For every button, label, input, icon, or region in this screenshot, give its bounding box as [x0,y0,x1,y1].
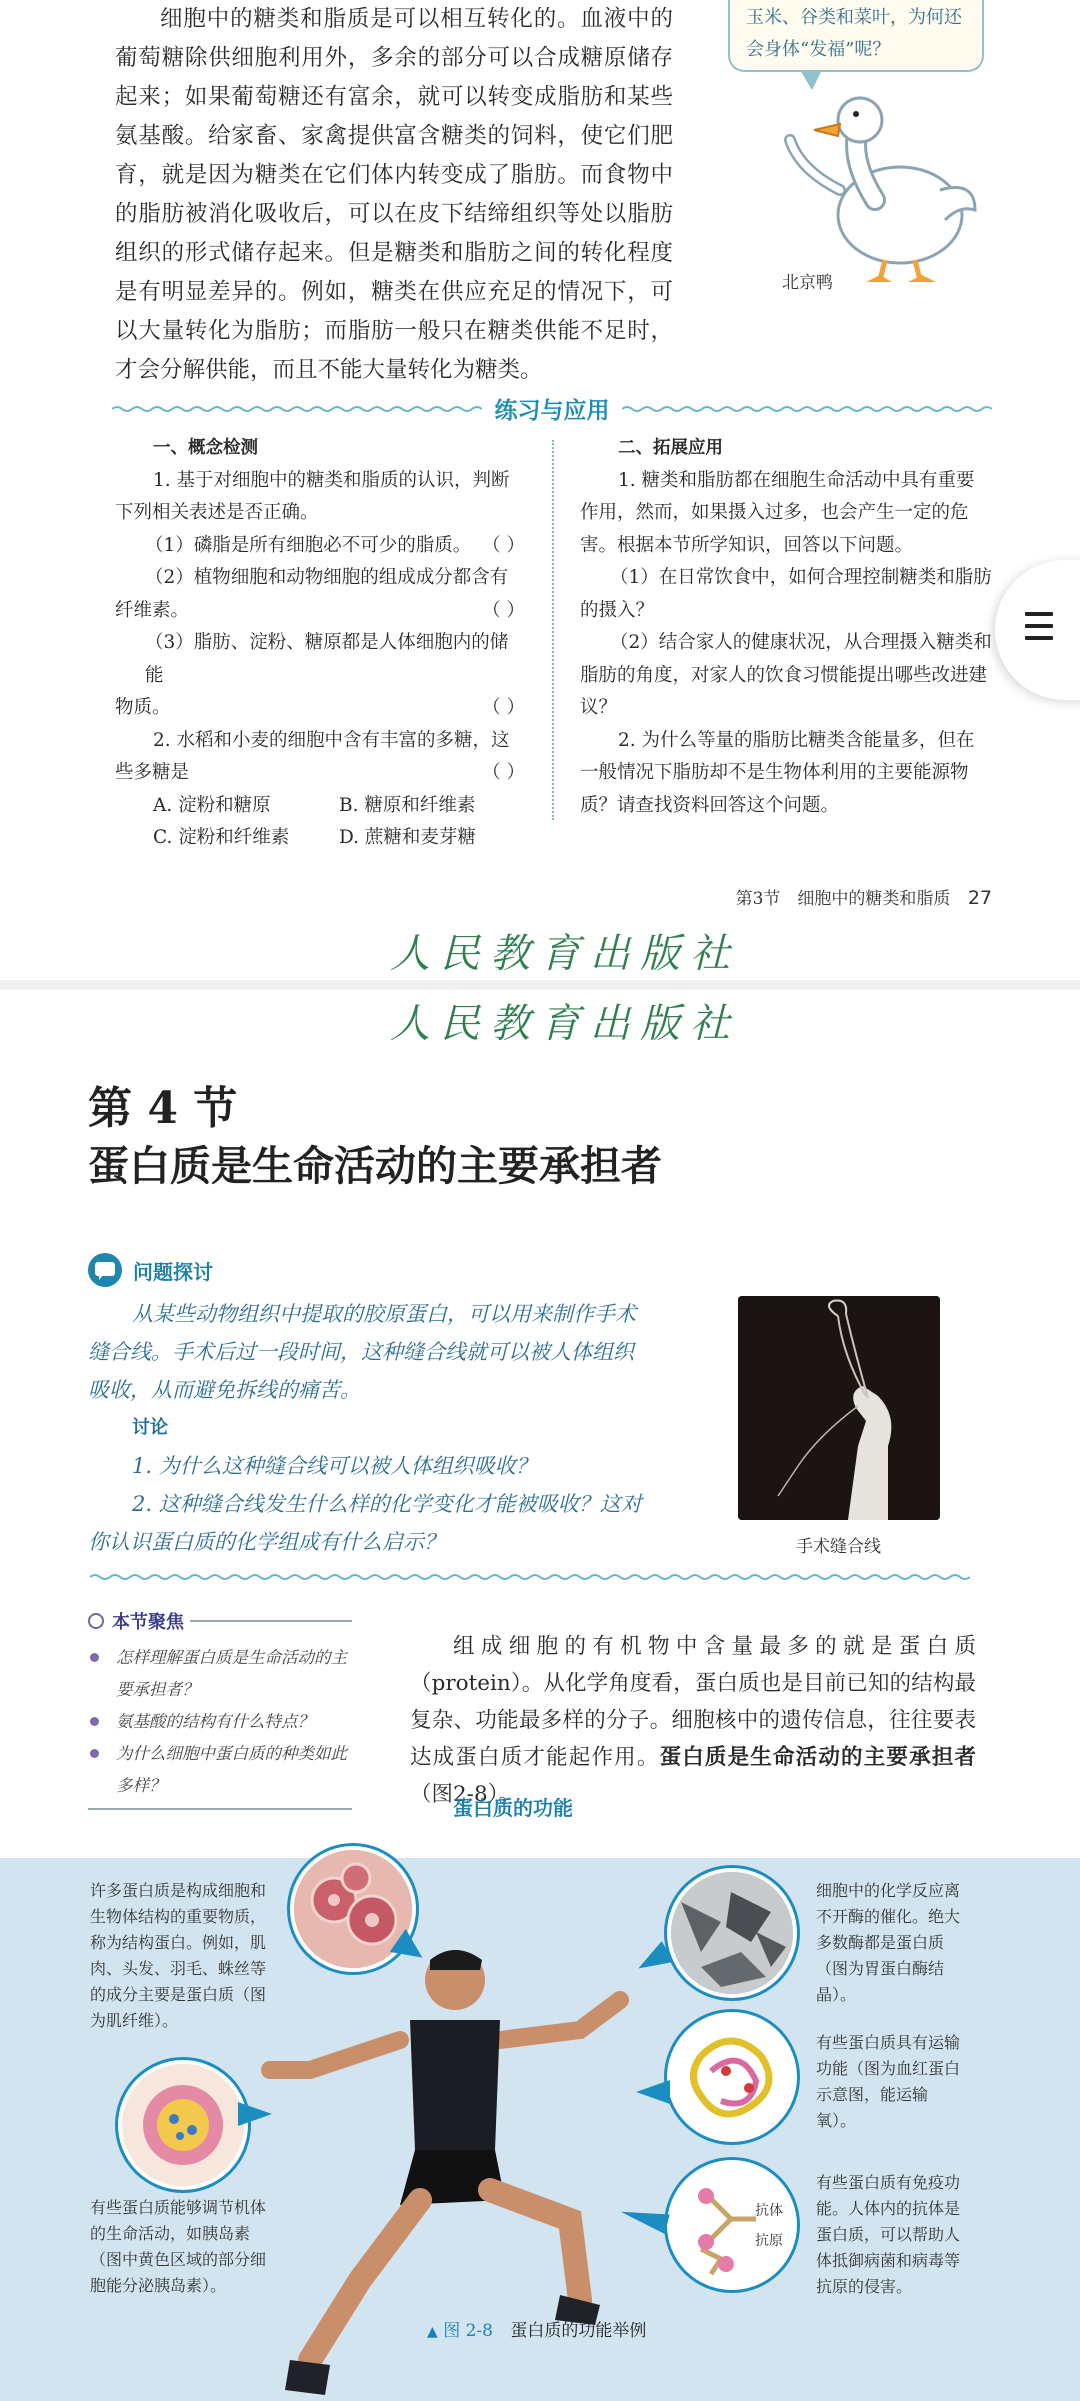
exercise-title: 练习与应用 [494,398,610,424]
section-title: 蛋白质是生命活动的主要承担者 [88,1142,662,1190]
footer-section: 第3节 细胞中的糖类和脂质 [735,889,951,909]
regulatory-protein-text: 有些蛋白质能够调节机体的生命活动，如胰岛素（图中黄色区域的部分细胞能分泌胰岛素）。 [90,2198,267,2295]
publisher-logo: 人民教育出版社 [390,1001,740,1047]
extension-question-1: 1. 糖类和脂肪都在细胞生命活动中具有重要作用，然而，如果摄入过多，也会产生一定的危害。根据本节所学知识，回答以下问题。 [580,469,975,556]
publisher-logo: 人民教育出版社 [390,931,740,977]
immune-protein-text: 有些蛋白质有免疫功能。人体内的抗体是蛋白质，可以帮助人体抵御病菌和病毒等抗原的侵害。 [816,2173,961,2296]
page-footer [736,884,992,909]
bubble-tail [238,2102,272,2126]
speech-bubble: 玉米、谷类和菜叶，为何还会身体“发福”呢？ [728,0,984,72]
antibody-antigen-image [671,2164,793,2286]
catalysis-protein-text: 细胞中的化学反应离不开酶的催化。绝大多数酶都是蛋白质（图为胃蛋白酶结晶）。 [816,1881,961,2004]
transport-protein-text: 有些蛋白质具有运输功能（图为血红蛋白示意图，能运输氧）。 [816,2033,961,2130]
section-number: 第 4 节 [88,1083,238,1134]
options-row-2 [115,822,525,855]
inquiry-text: 从某些动物组织中提取的胶原蛋白，可以用来制作手术缝合线。手术后过一段时间，这种缝合线就可以被人体组织吸收，从而避免拆线的痛苦。 [88,1302,636,1402]
main-paragraph: 组成细胞的有机物中含量最多的就是蛋白质（protein）。从化学角度看，蛋白质也是目前已知的结构最复杂、功能最多样的分子。细胞核中的遗传信息，往往要表达成蛋白质才能起作用。蛋白质是生命活动的主要承担者（图2-8）。 [410,1634,976,1807]
photo-caption: 手术缝合线 [796,1537,881,1557]
enzyme-crystal-bubble [667,1868,797,1998]
discussion-question-1: 1. 为什么这种缝合线可以被人体组织吸收？ [132,1454,537,1478]
focus-item: 怎样理解蛋白质是生命活动的主要承担者？ [88,1642,352,1706]
concept-question-1: 1. 基于对细胞中的糖类和脂质的认识，判断下列相关表述是否正确。 [115,469,510,523]
discussion-label: 讨论 [132,1417,168,1438]
extension-item-1-2: （2）结合家人的健康状况，从合理摄入糖类和脂肪的角度，对家人的饮食习惯能提出哪些改进建议？ [580,632,992,718]
bubble-tail [636,2080,670,2104]
insulin-cells-image [122,2064,244,2186]
focus-item: 为什么细胞中蛋白质的种类如此多样？ [88,1738,352,1802]
textbook-page-28 [0,990,1080,2401]
concept-item-1-2: （2）植物细胞和动物细胞的组成成分都含有 [145,567,509,588]
pepsin-crystal-image [671,1872,793,1994]
column-divider [552,440,554,820]
hamburger-icon[interactable] [1025,612,1053,648]
focus-header [88,1608,352,1634]
body-paragraph: 细胞中的糖类和脂质是可以相互转化的。血液中的葡萄糖除供细胞利用外，多余的部分可以合成糖原储存起来；如果葡萄糖还有富余，就可以转变成脂肪和某些氨基酸。给家畜、家禽提供富含糖类的饲料，使它们肥育，就是因为糖类在它们体内转变成了脂肪。而食物中的脂肪被消化吸收后，可以在皮下结缔组织等处以脂肪组织的形式储存起来。但是糖类和脂肪之间的转化程度是有明显差异的。例如，糖类在供应充足的情况下，可以大量转化为脂肪；而脂肪一般只在糖类供能不足时，才会分解供能，而且不能大量转化为糖类。 [115,6,673,383]
inquiry-block [88,1295,644,1561]
wave-divider [90,1573,970,1581]
concept-item-1-1: （1）磷脂是所有细胞必不可少的脂质。 （ ） [115,530,525,563]
exercise-header [112,390,992,430]
duck-caption: 北京鸭 [782,273,833,293]
options-row-1 [115,790,525,823]
key-statement: 蛋白质是生命活动的主要承担者 [659,1745,976,1770]
structural-protein-text: 许多蛋白质是构成细胞和生物体结构的重要物质，称为结构蛋白。例如，肌肉、头发、羽毛、蛛丝等的成分主要是蛋白质（图为肌纤维）。 [90,1881,267,2030]
wave-divider-right [622,405,992,413]
option-c: C. 淀粉和纤维素 [153,827,290,848]
discussion-question-2: 2. 这种缝合线发生什么样的化学变化才能被吸收？这对你认识蛋白质的化学组成有什么启示？ [88,1492,642,1554]
hemoglobin-image [671,2016,793,2138]
figure-caption-text: 蛋白质的功能举例 [510,2321,647,2341]
suture-photo [738,1296,940,1520]
chat-bubble-icon [88,1253,122,1287]
focus-list [88,1642,352,1802]
answer-bracket: （ ） [482,599,525,621]
hemoglobin-bubble [667,2012,797,2142]
answer-bracket: （ ） [482,697,525,718]
subheading-protein-functions: 蛋白质的功能 [453,1796,573,1820]
antibody-bubble [667,2160,797,2290]
textbook-page-27 [0,0,1080,980]
option-b: B. 糖原和纤维素 [339,794,476,816]
extension-column [580,432,992,822]
concept-check-heading: 一、概念检测 [153,438,258,458]
triangle-marker-icon: ▲ [427,2324,438,2340]
insulin-cells-bubble [118,2060,248,2190]
option-a: A. 淀粉和糖原 [153,794,271,816]
figure-label: 图 2-8 [443,2321,493,2341]
section-focus-box [88,1608,352,1810]
concept-item-1-3: （3）脂肪、淀粉、糖原都是人体细胞内的储能 [145,632,509,686]
inquiry-title: 问题探讨 [133,1260,213,1284]
focus-title: 本节聚焦 [112,1612,184,1633]
extension-heading: 二、拓展应用 [618,438,723,458]
target-icon [88,1613,104,1629]
extension-question-2: 2. 为什么等量的脂肪比糖类含能量多，但在一般情况下脂肪却不是生物体利用的主要能源物质？请查找资料回答这个问题。 [580,729,975,816]
extension-item-1-1: （1）在日常饮食中，如何合理控制糖类和脂肪的摄入？ [580,567,992,621]
figure-caption [427,2316,646,2341]
duck-illustration [780,80,980,290]
concept-check-column: 一、概念检测 1. 基于对细胞中的糖类和脂质的认识，判断下列相关表述是否正确。 （1）磷脂是所有细胞必不可少的脂质。 （ ） （2）植物细胞和动物细胞的组成成分都含有 纤维素。 （ ） （3）脂肪、淀粉、糖原都是人体细胞内的储能 物质。 （ ） 2. 水稻和小麦的细胞中含有丰富的多糖，这 些多糖是 （ ） A. 淀粉和糖原 B. 糖原和纤维素 C. 淀粉和纤维素 D. 蔗糖和麦芽糖 [115,432,525,855]
page-number: 27 [967,887,992,909]
answer-bracket: （ ） [482,534,525,556]
answer-bracket: （ ） [482,762,525,783]
antibody-label: 抗体 [755,2203,783,2219]
concept-question-2: 2. 水稻和小麦的细胞中含有丰富的多糖，这 [153,729,510,751]
focus-item: 氨基酸的结构有什么特点？ [88,1706,352,1738]
option-d: D. 蔗糖和麦芽糖 [339,827,476,848]
antigen-label: 抗原 [755,2233,783,2249]
